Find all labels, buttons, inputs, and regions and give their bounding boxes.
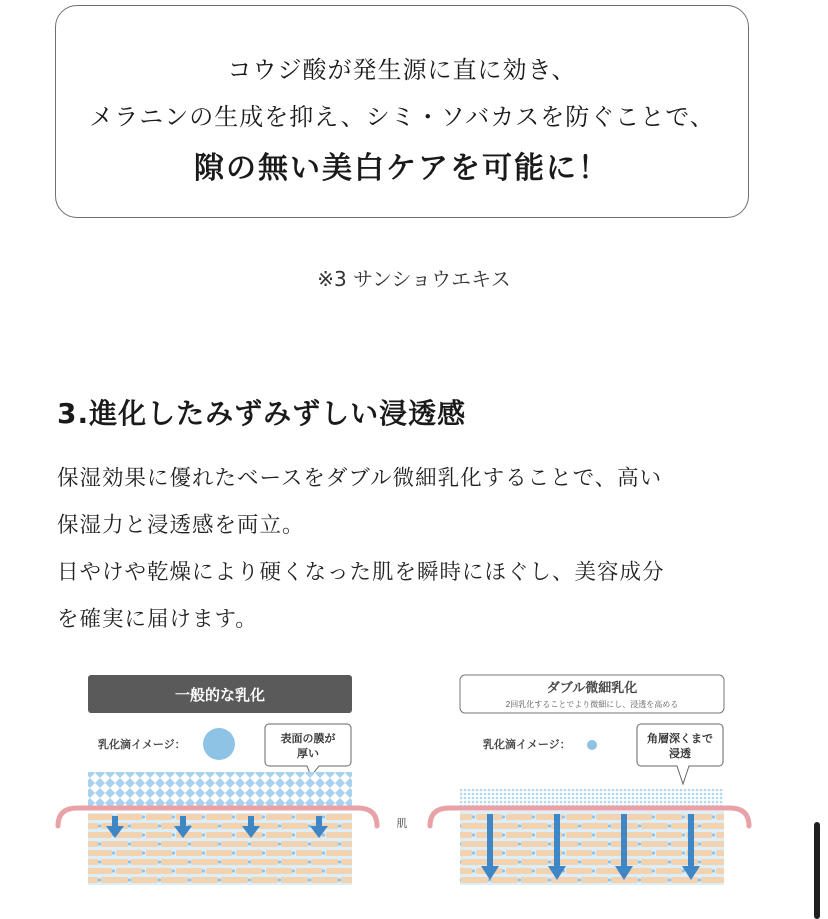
left-droplet-icon (203, 728, 235, 760)
left-skin-layers (88, 813, 352, 885)
body-line-1: 保湿効果に優れたベースをダブル微細乳化することで、高い (57, 466, 663, 491)
body-line-3: 日やけや乾燥により硬くなった肌を瞬時にほぐし、美容成分 (57, 560, 665, 585)
left-title: 一般的な乳化 (174, 687, 266, 704)
callout-line-1: コウジ酸が発生源に直に効き、 (227, 56, 577, 84)
left-droplet-label: 乳化滴イメージ： (98, 739, 186, 751)
right-callout-line-1: 角層深くまで (647, 733, 713, 745)
right-subtitle: 2回乳化することでより微細にし、浸透を高める (505, 700, 679, 709)
left-callout-line-2: 厚い (297, 748, 319, 760)
body-line-2: 保湿力と浸透感を両立。 (57, 513, 305, 538)
skin-label: 肌 (396, 818, 408, 830)
callout-line-3: 隙の無い美白ケアを可能に！ (194, 151, 610, 186)
callout-box (55, 5, 749, 218)
left-surface-film (88, 772, 352, 809)
left-callout-line-1: 表面の膜が (280, 733, 336, 745)
emulsion-comparison-figure (55, 668, 765, 898)
right-title: ダブル微細乳化 (546, 680, 638, 695)
right-droplet-icon (587, 740, 597, 750)
right-droplet-label: 乳化滴イメージ： (483, 739, 571, 751)
section-heading: 3.進化したみずみずしい浸透感 (57, 397, 467, 430)
scrollbar-thumb[interactable] (814, 822, 820, 919)
footnote: ※3 サンショウエキス (317, 267, 511, 291)
callout-line-2: メラニンの生成を抑え、シミ・ソバカスを防ぐことで、 (89, 103, 715, 131)
right-skin-layers (460, 811, 724, 885)
body-line-4: を確実に届けます。 (57, 607, 258, 632)
section-body (57, 455, 757, 643)
right-callout-line-2: 浸透 (669, 748, 691, 760)
right-surface-film (460, 789, 724, 807)
